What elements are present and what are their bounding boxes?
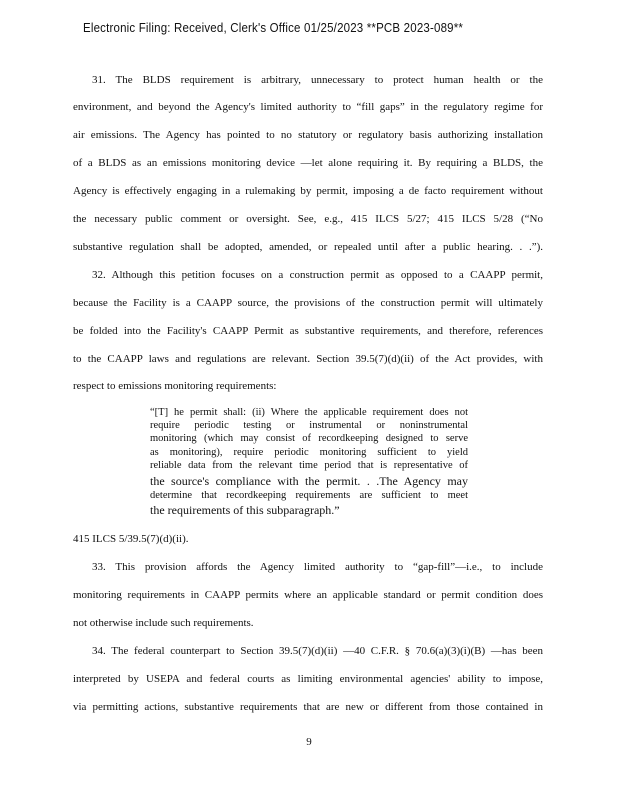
block-quote-line-3: monitoring (which may consist of recordkeeping designed to serve [150, 433, 468, 444]
paragraph-32-line-4: to the CAAPP laws and regulations are relevant. Section 39.5(7)(d)(ii) of the Act provides, with [73, 353, 543, 365]
paragraph-31-line-7: substantive regulation shall be adopted, amended, or repealed until after a public hearing. . .”). [73, 241, 543, 253]
paragraph-34-line-1: 34. The federal counterpart to Section 39.5(7)(d)(ii) —40 C.F.R. § 70.6(a)(3)(i)(B) —has been [92, 645, 543, 657]
paragraph-32-line-1: 32. Although this petition focuses on a construction permit as opposed to a CAAPP permit, [92, 269, 543, 281]
paragraph-32-line-2: because the Facility is a CAAPP source, the provisions of the construction permit will ultimately [73, 297, 543, 309]
block-quote-line-4: as monitoring), require periodic monitoring sufficient to yield [150, 447, 468, 458]
paragraph-31-line-6: the necessary public comment or oversight. See, e.g., 415 ILCS 5/27; 415 ILCS 5/28 (“No [73, 213, 543, 225]
paragraph-33-line-1: 33. This provision affords the Agency limited authority to “gap-fill”—i.e., to include [92, 561, 543, 573]
paragraph-31-line-1: 31. The BLDS requirement is arbitrary, unnecessary to protect human health or the [92, 74, 543, 86]
paragraph-32-line-3: be folded into the Facility's CAAPP Permit as substantive requirements, and therefore, references [73, 325, 543, 337]
block-quote-line-2: require periodic testing or instrumental or noninstrumental [150, 420, 468, 431]
block-quote-line-5: reliable data from the relevant time period that is representative of [150, 460, 468, 471]
paragraph-31-line-5: Agency is effectively engaging in a rulemaking by permit, imposing a de facto requirement without [73, 185, 543, 197]
paragraph-31-line-4: of a BLDS as an emissions monitoring device —let alone requiring it. By requiring a BLDS, the [73, 157, 543, 169]
paragraph-34-line-2: interpreted by USEPA and federal courts as limiting environmental agencies' ability to impose, [73, 673, 543, 685]
page-number: 9 [306, 736, 312, 748]
block-quote-line-8: the requirements of this subparagraph.” [150, 503, 340, 517]
paragraph-34-line-3: via permitting actions, substantive requirements that are new or different from those contained in [73, 701, 543, 713]
paragraph-33-line-2: monitoring requirements in CAAPP permits where an applicable standard or permit condition does [73, 589, 543, 601]
block-quote-line-1: “[T] he permit shall: (ii) Where the applicable requirement does not [150, 407, 468, 418]
paragraph-32-line-5: respect to emissions monitoring requirements: [73, 380, 277, 392]
filing-header: Electronic Filing: Received, Clerk's Office 01/25/2023 **PCB 2023-089** [83, 21, 464, 35]
paragraph-31-line-3: air emissions. The Agency has pointed to no statutory or regulatory basis authorizing installation [73, 129, 543, 141]
paragraph-33-line-3: not otherwise include such requirements. [73, 617, 254, 629]
block-quote-line-7: determine that recordkeeping requirements are sufficient to meet [150, 490, 468, 501]
block-quote-line-6: the source's compliance with the permit. . .The Agency may [150, 474, 468, 488]
paragraph-31-line-2: environment, and beyond the Agency's limited authority to “fill gaps” in the regulatory regime for [73, 101, 543, 113]
block-quote-citation: 415 ILCS 5/39.5(7)(d)(ii). [73, 533, 189, 545]
